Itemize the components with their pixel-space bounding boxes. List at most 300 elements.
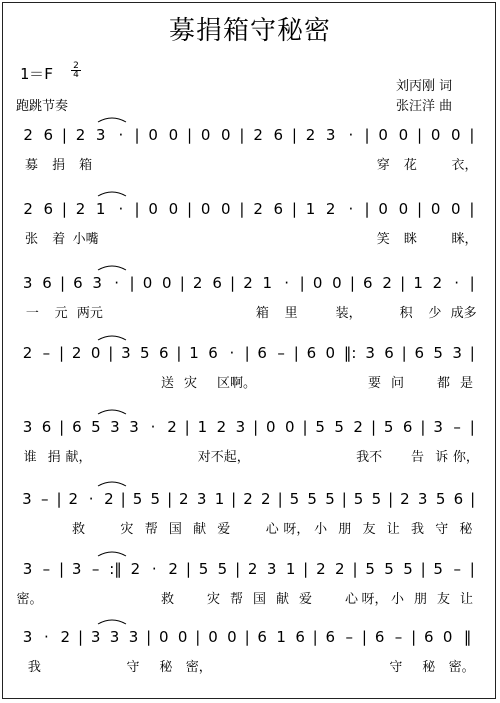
note: 2 [243,490,253,508]
barline: | [469,274,475,292]
note: 2 [253,200,263,218]
note: · [114,274,119,292]
lyric-syllable: 都 [436,376,451,391]
lyric-syllable: 献 [275,592,290,607]
barline: | [411,628,417,646]
slur-mark [98,336,126,340]
note: 0 [430,126,441,144]
barline: | [195,628,201,646]
barline: | [291,200,297,218]
lyric-syllable: 爱 [298,592,313,607]
note: 5 [198,560,209,578]
lyric-syllable: 成多 [450,306,477,321]
lyric-syllable: 心 [344,592,359,607]
lyric-syllable: 着 [52,232,66,247]
note: 0 [430,200,441,218]
note: · [150,418,156,436]
lyric-syllable: 国 [252,592,267,607]
note: 3 [129,418,139,436]
note: 6 [273,200,284,218]
note: 3 [90,628,101,646]
lyric-syllable: 告 [410,450,425,465]
barline: | [420,560,426,578]
lyric-syllable: 小 [314,522,328,537]
note: 3 [22,490,32,508]
lyric-syllable: 让 [386,522,400,537]
note: 0 [148,200,158,218]
lyric-syllable: 积 [399,306,413,321]
note: 6 [306,344,317,362]
barline: | [364,126,370,144]
note: 6 [257,628,267,646]
note: 2 [400,490,410,508]
barline: | [59,418,65,436]
note: 0 [168,200,179,218]
note: 5 [325,490,335,508]
lyric-syllable: 笑 [376,232,390,247]
barline: | [469,126,475,144]
lyric-syllable: 穿 [376,158,390,173]
note: 0 [332,274,342,292]
note: · [118,126,124,144]
lyric-syllable: 衣， [451,158,478,173]
barline: | [239,126,245,144]
lyric-syllable: 捐 [52,158,66,173]
note: · [44,628,49,646]
barline: | [185,560,191,578]
note: 1 [197,418,208,436]
note: 6 [384,344,394,362]
lyric-syllable: 元 [54,306,68,321]
lyric-syllable: 朋 [413,592,428,607]
note: – [453,418,461,436]
note: 1 [305,200,316,218]
note: 2 [382,274,392,292]
barline: | [277,490,283,508]
note: 5 [353,490,364,508]
slur-mark [98,410,126,414]
note: 1 [413,274,423,292]
note: 5 [433,344,443,362]
lyric-syllable: 一 [25,306,39,321]
barline: | [388,490,394,508]
lyric-syllable: 献， [65,450,92,465]
note: · [229,344,235,362]
barline: | [469,200,475,218]
note: 2 [60,628,71,646]
note: 0 [142,274,153,292]
note: 6 [43,126,54,144]
lyric-syllable: 救 [71,522,86,537]
note: 1 [214,490,225,508]
note: 5 [150,490,161,508]
note: 2 [179,490,189,508]
note: 0 [378,126,388,144]
note: 3 [433,418,443,436]
lyric-syllable: 帮 [144,522,158,537]
barline: | [293,344,299,362]
lyric-syllable: 朋 [338,522,352,537]
lyric-syllable: 我 [410,522,425,537]
note: 6 [363,274,373,292]
barline: | [56,490,62,508]
barline: | [134,200,140,218]
lyric-syllable: 友 [362,522,376,537]
lyric-syllable: 眯， [451,232,478,247]
barline: | [77,628,84,646]
note: 6 [374,628,385,646]
note: ‖ [463,628,472,646]
note: – [394,628,403,646]
note: 2 [168,560,178,578]
note: 3 [22,274,33,292]
barline: | [186,126,193,144]
note: – [453,560,461,578]
barline: | [469,418,475,436]
barline: | [364,200,370,218]
note: – [42,344,51,362]
note: – [345,628,354,646]
note: 5 [334,418,344,436]
note: 2 [243,274,253,292]
note: 5 [403,560,413,578]
note: 1 [189,344,199,362]
note: 2 [75,126,86,144]
lyric-syllable: 我 [27,660,41,675]
note: 2 [247,560,258,578]
lyric-syllable: 送 [160,376,175,391]
note: 5 [91,418,101,436]
lyric-syllable: 小 [390,592,405,607]
note: 3 [266,560,277,578]
slur-mark [98,482,126,486]
note: · [151,560,157,578]
note: 0 [398,200,409,218]
note: 5 [435,490,446,508]
lyric-syllable: 小嘴 [72,232,99,247]
slur-mark [98,620,126,624]
note: 6 [212,274,222,292]
barline: | [470,490,476,508]
note: – [91,560,100,578]
note: 3 [22,628,33,646]
note: 5 [383,418,394,436]
note: 3 [452,344,462,362]
lyric-syllable: 让 [459,592,474,607]
note: 2 [305,126,316,144]
note: · [348,126,354,144]
lyric-syllable: 救 [160,592,175,607]
barline: | [129,274,135,292]
lyric-syllable: 问 [390,376,405,391]
note: 5 [384,560,394,578]
barline: | [469,560,475,578]
note: 5 [433,560,443,578]
lyric-syllable: 箱 [79,158,93,173]
note: · [284,274,290,292]
lyric-syllable: 守 [126,660,140,675]
note: 6 [72,418,82,436]
note: 6 [424,628,434,646]
note: 0 [442,628,453,646]
note: 0 [168,126,179,144]
note: 0 [200,126,211,144]
tempo-marking: 跑跳节奏 [16,99,69,114]
note: 3 [109,628,120,646]
barline: | [58,344,65,362]
note: 6 [325,628,336,646]
time-signature-bottom: 4 [73,70,79,80]
note: 2 [23,200,33,218]
note: 3 [110,418,120,436]
note: 6 [273,126,284,144]
slur-mark [98,552,126,556]
lyric-syllable: 密。 [16,592,43,607]
lyric-syllable: 呀， [361,592,388,607]
barline: | [416,200,423,218]
barline: | [361,628,367,646]
song-title: 募捐箱守秘密 [168,16,331,46]
lyric-syllable: 箱 [255,306,269,321]
note: 2 [325,200,336,218]
note: 2 [68,490,79,508]
note: 0 [208,628,218,646]
barline: | [291,126,297,144]
barline: | [401,344,407,362]
note: 0 [200,200,211,218]
note: 2 [71,344,82,362]
lyric-syllable: 募 [24,158,39,173]
lyric-syllable: 区啊。 [216,376,257,391]
lyric-syllable: 秘 [422,660,436,675]
note: – [277,344,285,362]
lyric-syllable: 密。 [448,660,475,675]
note: 2 [22,344,33,362]
note: 6 [414,344,425,362]
note: 0 [378,200,388,218]
barline: | [176,344,182,362]
barline: | [469,344,475,362]
note: 3 [235,418,246,436]
barline: | [416,126,423,144]
note: – [42,560,51,578]
note: 6 [42,274,52,292]
note: 3 [22,560,33,578]
lyric-syllable: 国 [168,522,182,537]
note: 2 [167,418,177,436]
lyric-syllable: 守 [389,660,403,675]
barline: | [400,274,406,292]
note: 0 [266,418,276,436]
composer-credit: 张汪洋 曲 [396,99,453,114]
lyric-syllable: 装， [335,306,362,321]
lyric-syllable: 秘 [159,660,173,675]
barline: | [253,418,259,436]
note: 1 [276,628,286,646]
note: 3 [92,274,102,292]
note: 6 [295,628,305,646]
note: 0 [325,344,336,362]
note: 6 [159,344,169,362]
barline: | [134,126,140,144]
barline: | [352,560,358,578]
lyric-syllable: 献 [193,522,207,537]
barline: | [312,628,318,646]
barline: | [59,274,66,292]
note: 3 [417,490,428,508]
note: 0 [312,274,323,292]
note: 0 [398,126,409,144]
note: 0 [227,628,237,646]
barline: | [420,418,426,436]
note: – [40,490,49,508]
lyric-syllable: 灾 [120,522,134,537]
barline: | [239,200,245,218]
note: 2 [192,274,203,292]
note: 3 [22,418,33,436]
barline: | [299,274,305,292]
lyric-syllable: 对不起， [197,450,250,465]
lyric-syllable: 灾 [206,592,221,607]
note: 6 [41,418,52,436]
note: · [118,200,124,218]
barline: | [184,418,190,436]
note: 5 [371,490,382,508]
note: 6 [453,490,464,508]
lyric-syllable: 爱 [217,522,231,537]
lyric-syllable: 心 [265,522,279,537]
note: 1 [285,560,296,578]
note: 3 [95,126,106,144]
lyric-syllable: 要 [367,376,382,391]
note: 1 [95,200,106,218]
note: 2 [253,126,263,144]
lyric-syllable: 灾 [183,376,198,391]
note: 2 [23,126,33,144]
lyric-syllable: 眯 [403,232,417,247]
lyric-syllable: 帮 [229,592,244,607]
lyric-syllable: 诉 [435,450,449,465]
note: 0 [221,200,231,218]
lyric-syllable: 友 [436,592,451,607]
barline: | [179,274,185,292]
note: 0 [451,126,461,144]
slur-mark [98,266,126,270]
barline: | [303,560,309,578]
note: :‖ [109,560,122,578]
note: 0 [221,126,231,144]
note: 6 [208,344,218,362]
note: 2 [104,490,114,508]
note: 5 [307,490,317,508]
note: · [88,490,94,508]
note: 5 [140,344,150,362]
note: 1 [262,274,273,292]
note: 3 [325,126,336,144]
barline: | [58,560,65,578]
note: 5 [289,490,300,508]
note: 6 [257,344,267,362]
note: 2 [216,418,227,436]
note: 2 [261,490,271,508]
note: 6 [43,200,54,218]
note: 0 [451,200,461,218]
lyricist-credit: 刘丙刚 词 [396,79,453,94]
note: 3 [121,344,131,362]
note: 6 [402,418,413,436]
note: 0 [177,628,188,646]
lyric-syllable: 呀， [283,522,310,537]
note: 5 [217,560,228,578]
note: 2 [75,200,86,218]
slur-mark [98,192,126,196]
barline: | [370,418,377,436]
lyric-syllable: 两元 [76,306,103,321]
barline: | [302,418,308,436]
slur-mark [98,118,126,122]
barline: | [108,344,114,362]
lyric-syllable: 密， [185,660,212,675]
note: 0 [148,126,158,144]
lyric-syllable: 秘 [459,522,473,537]
barline: | [231,490,237,508]
lyric-syllable: 花 [403,158,417,173]
barline: | [120,490,126,508]
note: 0 [162,274,172,292]
lyric-syllable: 张 [24,232,39,247]
note: 2 [316,560,326,578]
note: 3 [128,628,139,646]
note: 5 [365,560,375,578]
note: 5 [132,490,143,508]
barline: | [186,200,193,218]
lyric-syllable: 你， [452,450,479,465]
note: 0 [285,418,295,436]
lyric-syllable: 守 [435,522,449,537]
barline: | [61,126,67,144]
lyric-syllable: 捐 [47,450,61,465]
note: · [348,200,354,218]
barline: | [167,490,173,508]
barline: | [244,628,250,646]
barline: | [146,628,152,646]
note: 2 [353,418,363,436]
note: 2 [130,560,141,578]
note: 6 [73,274,83,292]
note: 3 [196,490,207,508]
note: ‖: [343,344,357,362]
barline: | [229,274,236,292]
barline: | [61,200,67,218]
note: 2 [432,274,443,292]
note: 3 [365,344,375,362]
note: 2 [335,560,345,578]
lyric-syllable: 是 [459,376,474,391]
barline: | [341,490,347,508]
lyric-syllable: 少 [428,306,442,321]
barline: | [244,344,250,362]
lyric-syllable: 我不 [356,450,383,465]
note: 3 [71,560,82,578]
lyric-syllable: 谁 [23,450,37,465]
lyric-syllable: 里 [284,306,298,321]
barline: | [349,274,355,292]
note: 0 [159,628,169,646]
note: · [454,274,460,292]
barline: | [235,560,241,578]
note: 0 [90,344,101,362]
key-signature: 1＝F [20,65,54,83]
